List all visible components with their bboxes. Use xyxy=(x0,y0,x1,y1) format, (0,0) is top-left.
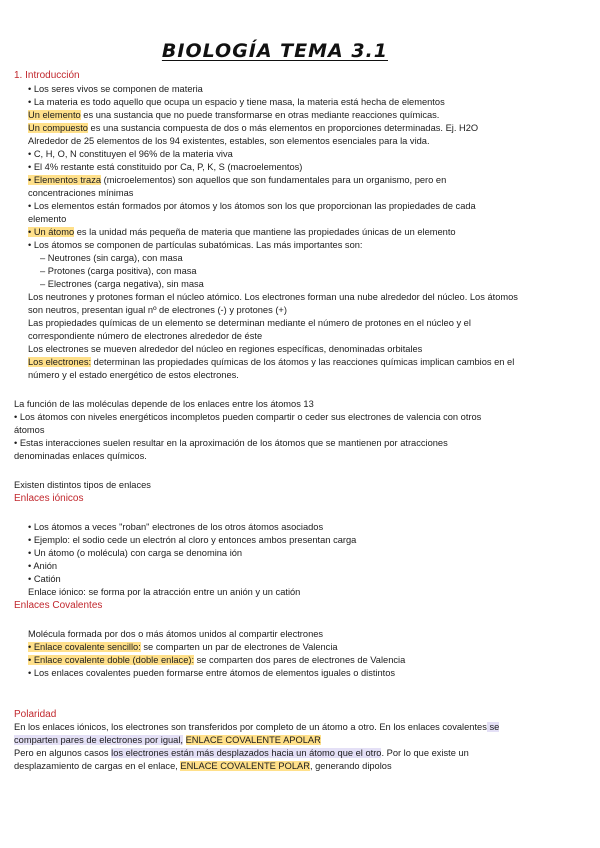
text-line: • C, H, O, N constituyen el 96% de la materia viva xyxy=(28,149,233,159)
text-line: Alrededor de 25 elementos de los 94 existentes, estables, son elementos esenciales para la vida. xyxy=(28,136,430,146)
text-line: Las propiedades químicas de un elemento se determinan mediante el número de protones en el núcleo y el xyxy=(28,318,471,328)
text-line: elemento xyxy=(28,214,67,224)
text-line: • Los enlaces covalentes pueden formarse entre átomos de elementos iguales o distintos xyxy=(28,668,396,678)
highlight-phrase: se xyxy=(486,722,500,732)
highlight-term: Un elemento xyxy=(28,110,81,120)
text-line: átomos xyxy=(14,425,45,435)
highlight-term: • Elementos traza xyxy=(28,175,102,185)
text-line: • Estas interacciones suelen resultar en la aproximación de los átomos que se mantienen por atracciones xyxy=(14,438,448,448)
text-line: • Elementos traza (microelementos) son aquellos que son fundamentales para un organismo, pero en xyxy=(28,175,447,185)
highlight-term: Un compuesto xyxy=(28,123,88,133)
section-heading-enlaces-covalentes: Enlaces Covalentes xyxy=(14,600,103,611)
text-line: • Los elementos están formados por átomos y los átomos son los que proporcionan las propiedades de cada xyxy=(28,201,476,211)
text-line: • Un átomo es la unidad más pequeña de materia que mantiene las propiedades únicas de un elemento xyxy=(28,227,456,237)
text-line: Los neutrones y protones forman el núcleo atómico. Los electrones forman una nube alrededor del núcleo. Los átomos xyxy=(28,292,518,302)
text-line: • Enlace covalente doble (doble enlace): se comparten dos pares de electrones de Valencia xyxy=(28,655,406,665)
highlight-phrase: comparten pares de electrones por igual, xyxy=(14,735,183,745)
text-line: Enlace iónico: se forma por la atracción entre un anión y un catión xyxy=(28,587,301,597)
section-heading-polaridad: Polaridad xyxy=(14,709,57,720)
highlight-term: ENLACE COVALENTE APOLAR xyxy=(185,735,321,745)
text-line xyxy=(14,735,321,746)
text-line: En los enlaces iónicos, los electrones son transferidos por completo de un átomo a otro. En los enlaces covalentes se xyxy=(14,722,500,732)
text-line: • Los átomos se componen de partículas subatómicas. Las más importantes son: xyxy=(28,240,363,250)
text-line: • Un átomo (o molécula) con carga se denomina ión xyxy=(28,548,243,558)
text-line: Un compuesto es una sustancia compuesta de dos o más elementos en proporciones determinadas. Ej. H2O xyxy=(28,123,479,133)
highlight-term: Los electrones: xyxy=(28,357,92,367)
text-line: denominadas enlaces químicos. xyxy=(14,451,147,461)
text-line: • El 4% restante está constituido por Ca, P, K, S (macroelementos) xyxy=(28,162,303,172)
text-line: son neutros, presentan igual nº de electrones (-) y protones (+) xyxy=(28,305,287,315)
text-line: Los electrones: determinan las propiedades químicas de los átomos y las reacciones químicas implican cambios en el xyxy=(28,357,515,367)
highlight-term: • Enlace covalente sencillo: xyxy=(28,642,141,652)
text-line: • Los átomos con niveles energéticos incompletos pueden compartir o ceder sus electrones de valencia con otros xyxy=(14,412,482,422)
text-line: concentraciones mínimas xyxy=(28,188,134,198)
highlight-term: ENLACE COVALENTE POLAR xyxy=(180,761,310,771)
text-line: La función de las moléculas depende de los enlaces entre los átomos 13 xyxy=(14,399,314,409)
text-line: • Los átomos a veces "roban" electrones de los otros átomos asociados xyxy=(28,522,324,532)
highlight-phrase: los electrones están más desplazados hacia un átomo que el otro xyxy=(111,748,382,758)
text-line: correspondiente número de electrones alrededor de éste xyxy=(28,331,263,341)
text-line: • Enlace covalente sencillo: se comparten un par de electrones de Valencia xyxy=(28,642,338,652)
text-line: • Anión xyxy=(28,561,58,571)
text-line: • Catión xyxy=(28,574,61,584)
highlight-term: • Enlace covalente doble (doble enlace): xyxy=(28,655,195,665)
text-line: Existen distintos tipos de enlaces xyxy=(14,480,151,490)
highlight-term: • Un átomo xyxy=(28,227,75,237)
section-heading-enlaces-ionicos: Enlaces iónicos xyxy=(14,493,84,504)
text-line: Molécula formada por dos o más átomos unidos al compartir electrones xyxy=(28,629,324,639)
text-line: desplazamiento de cargas en el enlace, ENLACE COVALENTE POLAR, generando dipolos xyxy=(14,761,392,771)
text-line: • La materia es todo aquello que ocupa un espacio y tiene masa, la materia está hecha de elementos xyxy=(28,97,445,107)
list-item: – Neutrones (sin carga), con masa xyxy=(40,253,183,263)
text-line: número y el estado energético de estos electrones. xyxy=(28,370,239,380)
page-title: BIOLOGÍA TEMA 3.1 xyxy=(161,40,388,62)
section-heading-introduccion: 1. Introducción xyxy=(14,70,80,81)
text-line: Los electrones se mueven alrededor del núcleo en regiones específicas, denominadas orbitales xyxy=(28,344,423,354)
list-item: – Protones (carga positiva), con masa xyxy=(40,266,197,276)
text-line: • Los seres vivos se componen de materia xyxy=(28,84,203,94)
text-line: Un elemento es una sustancia que no puede transformarse en otras mediante reacciones químicas. xyxy=(28,110,440,120)
list-item: – Electrones (carga negativa), sin masa xyxy=(40,279,204,289)
text-line: Pero en algunos casos los electrones están más desplazados hacia un átomo que el otro. Por lo que existe un xyxy=(14,748,469,758)
text-line: • Ejemplo: el sodio cede un electrón al cloro y entonces ambos presentan carga xyxy=(28,535,357,545)
